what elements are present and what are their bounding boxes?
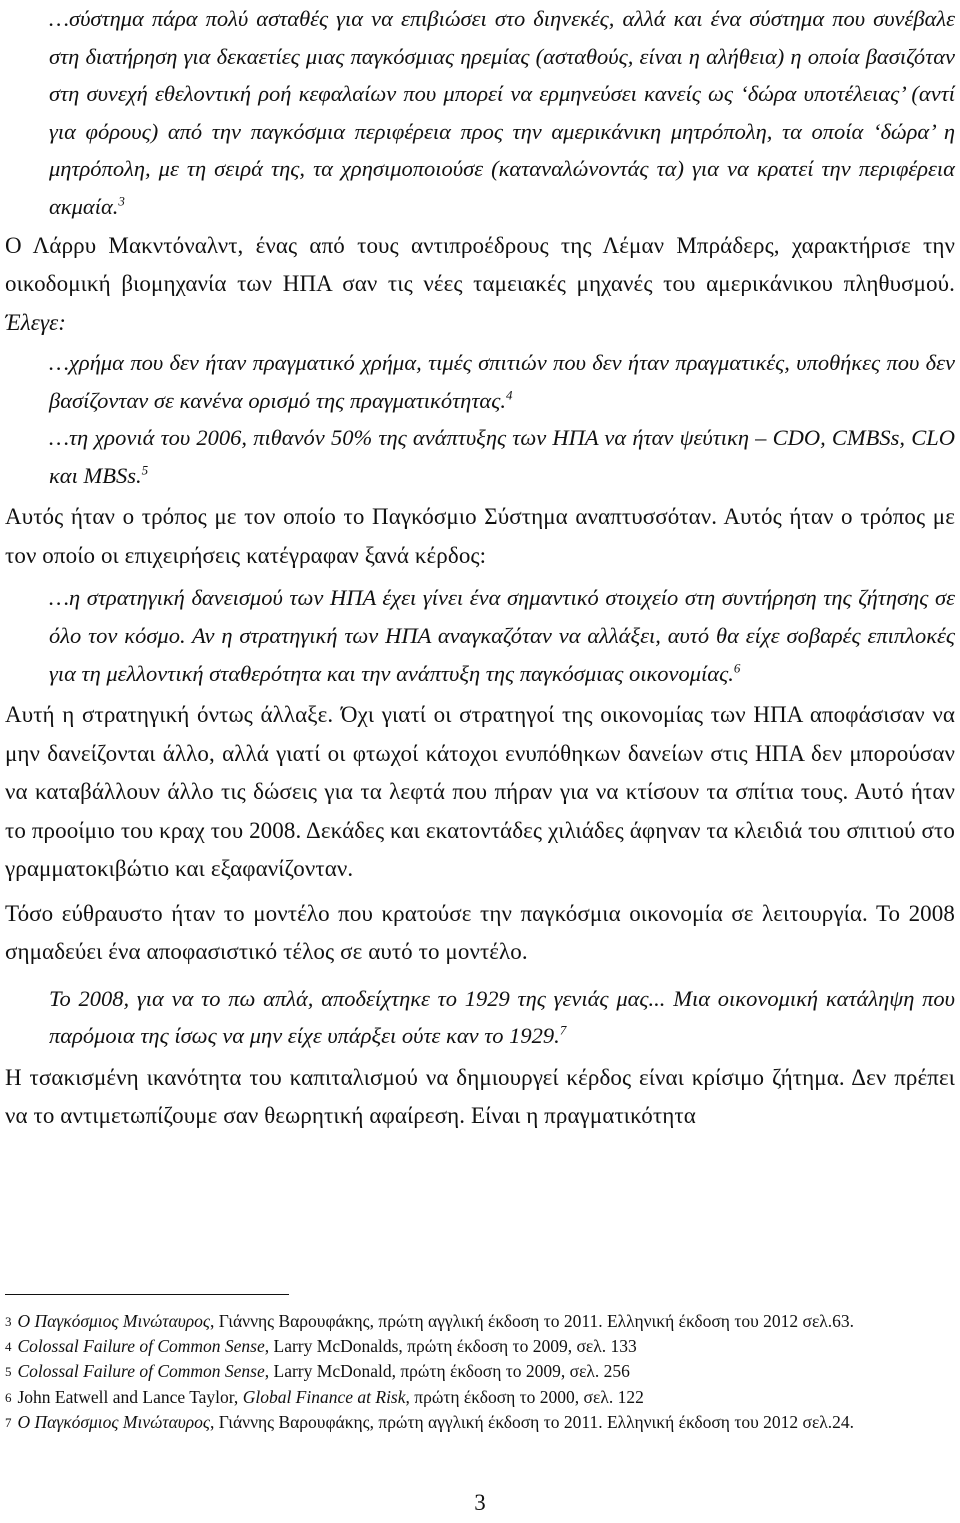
body-paragraph: Αυτός ήταν ο τρόπος με τον οποίο το Παγκόσμιο Σύστημα αναπτυσσόταν. Αυτός ήταν ο τρόπος με τον οποίο οι επιχειρήσεις κατέγραφαν ξανά κέρδος: xyxy=(5,504,955,568)
body-paragraph: Τόσο εύθραυστο ήταν το μοντέλο που κρατούσε την παγκόσμια οικονομία σε λειτουργία. Το 2008 σημαδεύει ένα αποφασιστικό τέλος σε αυτό το μοντέλο. xyxy=(5,900,955,965)
footnote-ref[interactable]: 7 xyxy=(559,1022,567,1038)
quote-paragraph: …χρήμα που δεν ήταν πραγματικό χρήμα, τιμές σπιτιών που δεν ήταν πραγματικές, υποθήκες που δεν βασίζονταν σε κανένα ορισμό της πραγματικότητας.$^4$ xyxy=(49,350,955,413)
quote-paragraph: …τη χρονιά του 2006, πιθανόν 50% της ανάπτυξης των ΗΠΑ να ήταν ψεύτικη – CDO, CMBSs, CLO και MBSs.$^5$ xyxy=(49,425,955,488)
footnote: 7 Ο Παγκόσμιος Μινώταυρος, Γιάννης Βαρουφάκης, πρώτη αγγλική έκδοση το 2011. Ελληνική έκδοση του 2012 σελ.24. xyxy=(5,1411,855,1432)
body-paragraph: Ο Λάρρυ Μακντόναλντ, ένας από τους αντιπροέδρους της Λέμαν Μπράδερς, χαρακτήρισε την οικοδομική βιομηχανία των ΗΠΑ σαν τις νέες ταμειακές μηχανές του αμερικάνικου πληθυσμού. Έλεγε: xyxy=(5,232,955,335)
footnote: 3 Ο Παγκόσμιος Μινώταυρος, Γιάννης Βαρουφάκης, πρώτη αγγλική έκδοση το 2011. Ελληνική έκδοση του 2012 σελ.63. xyxy=(5,1311,855,1331)
body-paragraph: Η τσακισμένη ικανότητα του καπιταλισμού να δημιουργεί κέρδος είναι κρίσιμο ζήτημα. Δεν πρέπει να το αντιμετωπίζουμε σαν θεωρητική αφαίρεση. Είναι η πραγματικότητα xyxy=(5,1064,955,1129)
document-page xyxy=(5,0,955,1432)
page-number: 3 xyxy=(474,1490,486,1515)
quote-paragraph: …σύστημα πάρα πολύ ασταθές για να επιβιώσει στο διηνεκές, αλλά και ένα σύστημα που συνέβαλε στη διατήρηση για δεκαετίες μιας παγκόσμιας ηρεμίας (ασταθούς, είναι η αλήθεια) η οποία βασιζόταν στη συνεχή εθελοντική ροή κεφαλαίων που μπορεί να ερμηνεύσει κανείς ως ‘δώρα υποτέλειας’ (αντί για φόρους) από την παγκόσμια περιφέρεια προς την αμερικάνικη μητρόπολη, τα οποία ‘δώρα’ η μητρόπολη, με τη σειρά της, τα χρησιμοποιούσε (καταναλώνοντάς τα) για να κρατεί την περιφέρεια ακμαία.$^3$ xyxy=(49,6,955,219)
quote-paragraph: Το 2008, για να το πω απλά, αποδείχτηκε το 1929 της γενιάς μας... Μια οικονομική κατάληψη που παρόμοια της ίσως να μην είχε υπάρξει ούτε καν το 1929.$^7$ xyxy=(49,985,955,1049)
footnote-ref[interactable]: 3 xyxy=(118,193,125,209)
footnotes xyxy=(5,1309,955,1435)
footnote-ref[interactable]: 4 xyxy=(505,387,513,403)
footnote: 5 Colossal Failure of Common Sense, Larry McDonald, πρώτη έκδοση το 2009, σελ. 256 xyxy=(5,1361,630,1382)
footnote: 6 John Eatwell and Lance Taylor, Global Finance at Risk, πρώτη έκδοση το 2000, σελ. 122 xyxy=(5,1386,644,1407)
body-paragraph: Αυτή η στρατηγική όντως άλλαξε. Όχι γιατί οι στρατηγοί της οικονομίας των ΗΠΑ αποφάσισαν να μην δανείζονται άλλο, αλλά γιατί οι φτωχοί κάτοχοι ενυπόθηκων δανείων στις ΗΠΑ δεν μπορούσαν να καταβάλλουν άλλο τις δώσεις για τα λεφτά που πήραν για να κτίσουν τα σπίτια τους. Αυτό ήταν το προοίμιο του κραχ του 2008. Δεκάδες και εκατοντάδες χιλιάδες άφηναν τα κλειδιά του σπιτιού στο γραμματοκιβώτιο και εξαφανίζονταν. xyxy=(5,702,955,882)
footnote: 4 Colossal Failure of Common Sense, Larry McDonalds, πρώτη έκδοση το 2009, σελ. 133 xyxy=(5,1336,637,1357)
footnote-ref[interactable]: 5 xyxy=(141,462,149,478)
footnote-ref[interactable]: 6 xyxy=(733,660,741,676)
quote-paragraph: …η στρατηγική δανεισμού των ΗΠΑ έχει γίνει ένα σημαντικό στοιχείο στη συντήρηση της ζήτησης σε όλο τον κόσμο. Αν η στρατηγική των ΗΠΑ αναγκαζόταν να αλλάξει, αυτό θα είχε σοβαρές επιπλοκές για τη μελλοντική σταθερότητα και την ανάπτυξη της παγκόσμιας οικονομίας.$^6$ xyxy=(49,585,955,686)
footnote-divider xyxy=(5,1294,289,1295)
